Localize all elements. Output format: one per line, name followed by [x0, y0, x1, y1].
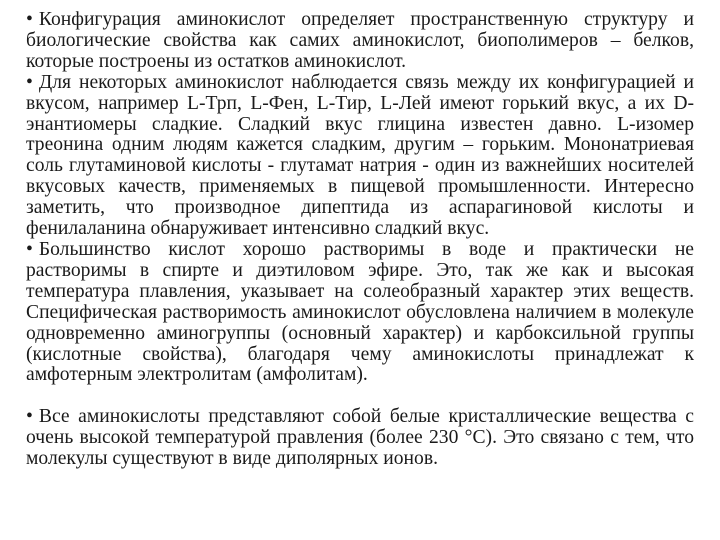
bullet-icon: •	[26, 238, 33, 260]
paragraph-text: Конфигурация аминокислот определяет пространственную структуру и биологические свойства как самих аминокислот, биополимеров – белков, которые построены из остатков аминокислот.	[26, 9, 694, 72]
bullet-paragraph-3	[26, 240, 694, 386]
bullet-icon: •	[26, 9, 33, 30]
bullet-paragraph-2	[26, 73, 694, 240]
bullet-paragraph-1	[26, 10, 694, 73]
bullet-icon: •	[26, 71, 33, 93]
paragraph-text: Большинство кислот хорошо растворимы в воде и практически не растворимы в спирте и диэтиловом эфире. Это, так же как и высокая температура плавления, указывает на солеобразный характер этих веществ. Специфическая растворимость аминокислот обусловлена наличием в молекуле одновременно аминогруппы (основный характер) и карбоксильной группы (кислотные свойства), благодаря чему аминокислоты принадлежат к амфотерным электролитам (амфолитам).	[26, 238, 694, 386]
slide-content	[26, 10, 694, 530]
paragraph-text: Для некоторых аминокислот наблюдается связь между их конфигурацией и вкусом, например L-Трп, L-Фен, L-Тир, L-Лей имеют горький вкус, а их D-энантиомеры сладкие. Сладкий вкус глицина известен давно. L-изомер треонина одним людям кажется сладким, другим – горьким. Мононатриевая соль глутаминовой кислоты - глутамат натрия - один из важнейших носителей вкусовых качеств, применяемых в пищевой промышленности. Интересно заметить, что производное дипептида из аспарагиновой кислоты и фенилаланина обнаруживает интенсивно сладкий вкус.	[26, 71, 694, 240]
paragraph-text: Все аминокислоты представляют собой белые кристаллические вещества с очень высокой температурой правления (более 230 °С). Это связано с тем, что молекулы существуют в виде диполярных ионов.	[26, 406, 694, 470]
bullet-paragraph-4	[26, 407, 694, 470]
bullet-icon: •	[26, 406, 33, 428]
